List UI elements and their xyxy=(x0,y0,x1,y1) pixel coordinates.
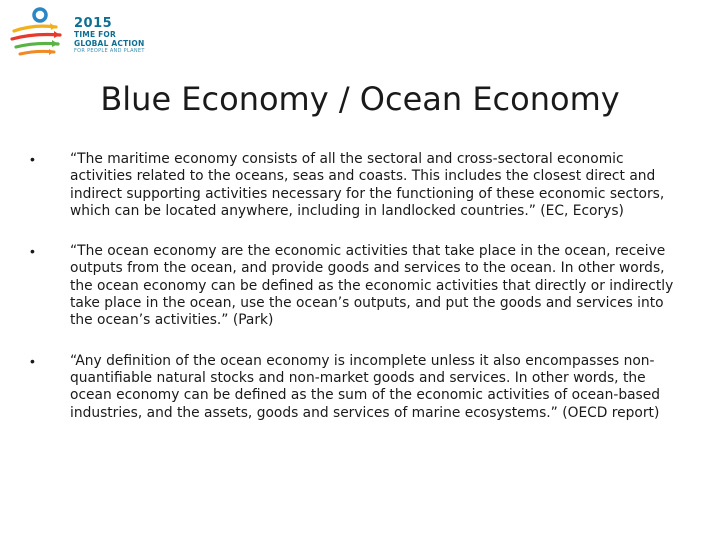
time-for-global-action-logo-icon xyxy=(10,4,74,62)
list-item xyxy=(30,151,686,220)
definitions-list xyxy=(30,151,686,445)
logo-text xyxy=(74,17,145,54)
logo-line-1: TIME FOR xyxy=(74,30,116,39)
logo-year: 2015 xyxy=(74,16,113,31)
bullet-marker: • xyxy=(30,352,35,369)
logo-line-2: GLOBAL ACTION xyxy=(74,38,145,48)
definition-park: “The ocean economy are the economic activities that take place in the ocean, receive outputs from the ocean, and provide goods and services to the ocean. In other words, the ocean economy can be defined as the economic activities that directly or indirectly take place in the ocean, use the ocean’s outputs, and put the goods and services into the ocean’s activities.” (Park) xyxy=(70,243,674,329)
definition-ec-ecorys: “The maritime economy consists of all the sectoral and cross-sectoral economic activities related to the oceans, seas and coasts. This includes the closest direct and indirect supporting activities necessary for the functioning of these economic sectors, which can be located anywhere, including in landlocked countries.” (EC, Ecorys) xyxy=(70,151,665,219)
list-item xyxy=(30,353,686,422)
page-title: Blue Economy / Ocean Economy xyxy=(100,80,620,118)
bullet-marker: • xyxy=(30,151,35,167)
logo xyxy=(10,4,150,62)
logo-url: FOR PEOPLE AND PLANET xyxy=(74,48,145,54)
list-item xyxy=(30,243,686,329)
definition-oecd: “Any definition of the ocean economy is incomplete unless it also encompasses non-quantifiable natural stocks and non-market goods and services. In other words, the ocean economy can be defined as the sum of the economic activities of ocean-based industries, and the assets, goods and services of marine ecosystems.” (OECD report) xyxy=(70,352,660,421)
bullet-marker: • xyxy=(30,243,35,260)
